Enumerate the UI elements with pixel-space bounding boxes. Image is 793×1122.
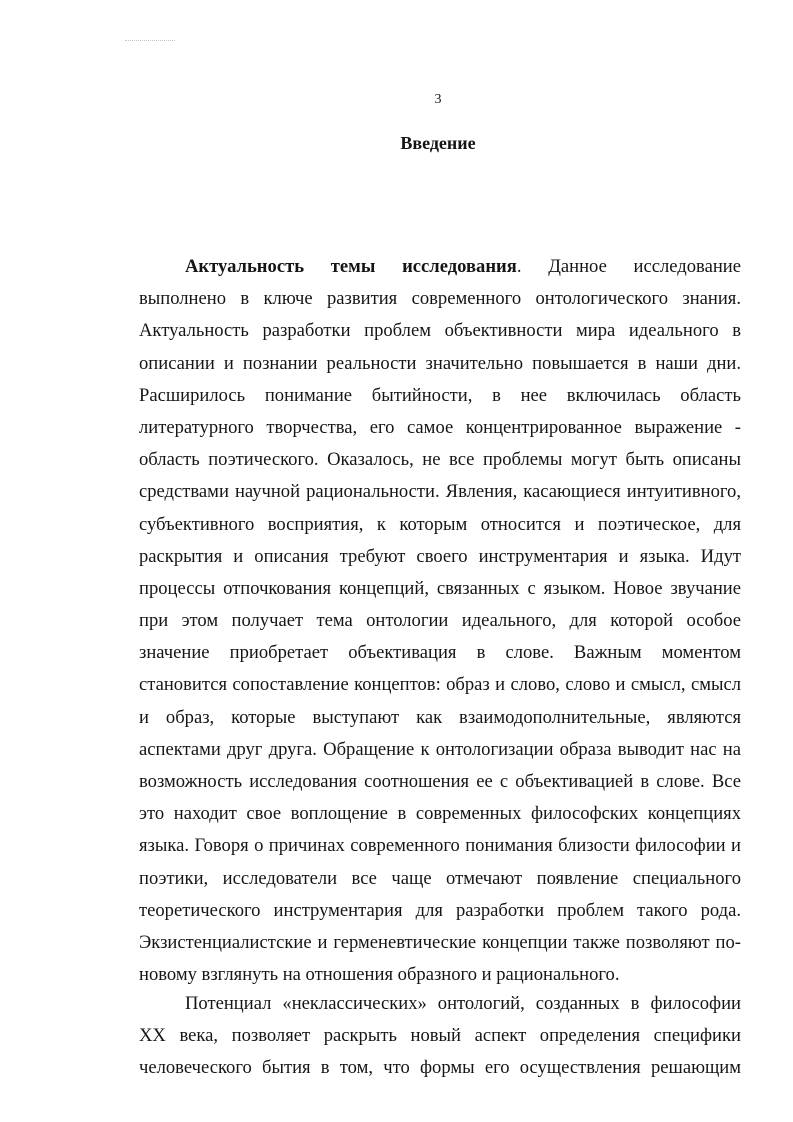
paragraph-2 [139, 988, 741, 1085]
paragraph-line: литературного творчества, его самое концентрированное выражение - [139, 416, 741, 438]
paragraph-line: при этом получает тема онтологии идеального, для которой особое [139, 610, 741, 632]
paragraph-line: теоретического инструментария для разработки проблем такого рода. [139, 899, 741, 921]
page-number: 3 [434, 92, 442, 107]
paragraph-1 [139, 251, 741, 991]
paragraph-lead-punct: . [516, 256, 522, 277]
paragraph-line: Потенциал «неклассических» онтологий, созданных в философии [185, 993, 741, 1014]
paragraph-line: языка. Говоря о причинах современного понимания близости философии и [139, 835, 741, 857]
paragraph-line: раскрытия и описания требуют своего инструментария и языка. Идут [139, 545, 741, 567]
paragraph-line: это находит свое воплощение в современных философских концепциях [139, 803, 741, 825]
scan-mark [125, 40, 175, 45]
page-title: Введение [400, 133, 476, 153]
paragraph-line: субъективного восприятия, к которым относится и поэтическое, для [139, 513, 741, 535]
paragraph-line: поэтики, исследователи все чаще отмечают появление специального [139, 867, 741, 889]
paragraph-line: процессы отпочкования концепций, связанных с языком. Новое звучание [139, 577, 741, 599]
paragraph-line: Актуальность разработки проблем объективности мира идеального в [139, 320, 741, 342]
paragraph-line: описании и познании реальности значительно повышается в наши дни. [139, 352, 741, 374]
paragraph-line: новому взглянуть на отношения образного и рационального. [139, 964, 620, 986]
paragraph-line: средствами научной рациональности. Явления, касающиеся интуитивного, [139, 481, 741, 503]
paragraph-line: Экзистенциалистские и герменевтические концепции также позволяют по- [139, 931, 741, 953]
paragraph-line: становится сопоставление концептов: образ и слово, слово и смысл, смысл [139, 674, 741, 696]
paragraph-line: возможность исследования соотношения ее с объективацией в слове. Все [139, 771, 741, 792]
paragraph-line: аспектами друг друга. Обращение к онтологизации образа выводит нас на [139, 738, 741, 760]
paragraph-line: область поэтического. Оказалось, не все проблемы могут быть описаны [139, 449, 741, 471]
paragraph-line: значение приобретает объективация в слове. Важным моментом [139, 642, 741, 664]
paragraph-line: и образ, которые выступают как взаимодополнительные, являются [139, 706, 741, 728]
paragraph-line-text: Данное исследование [521, 256, 741, 277]
paragraph-lead: Актуальность темы исследования [185, 256, 517, 277]
paragraph-line: XX века, позволяет раскрыть новый аспект определения специфики [139, 1025, 741, 1047]
paragraph-line [139, 251, 741, 283]
paragraph-line: человеческого бытия в том, что формы его осуществления решающим [139, 1057, 741, 1079]
paragraph-line: выполнено в ключе развития современного онтологического знания. [139, 288, 741, 310]
paragraph-line: Расширилось понимание бытийности, в нее включилась область [139, 384, 741, 406]
